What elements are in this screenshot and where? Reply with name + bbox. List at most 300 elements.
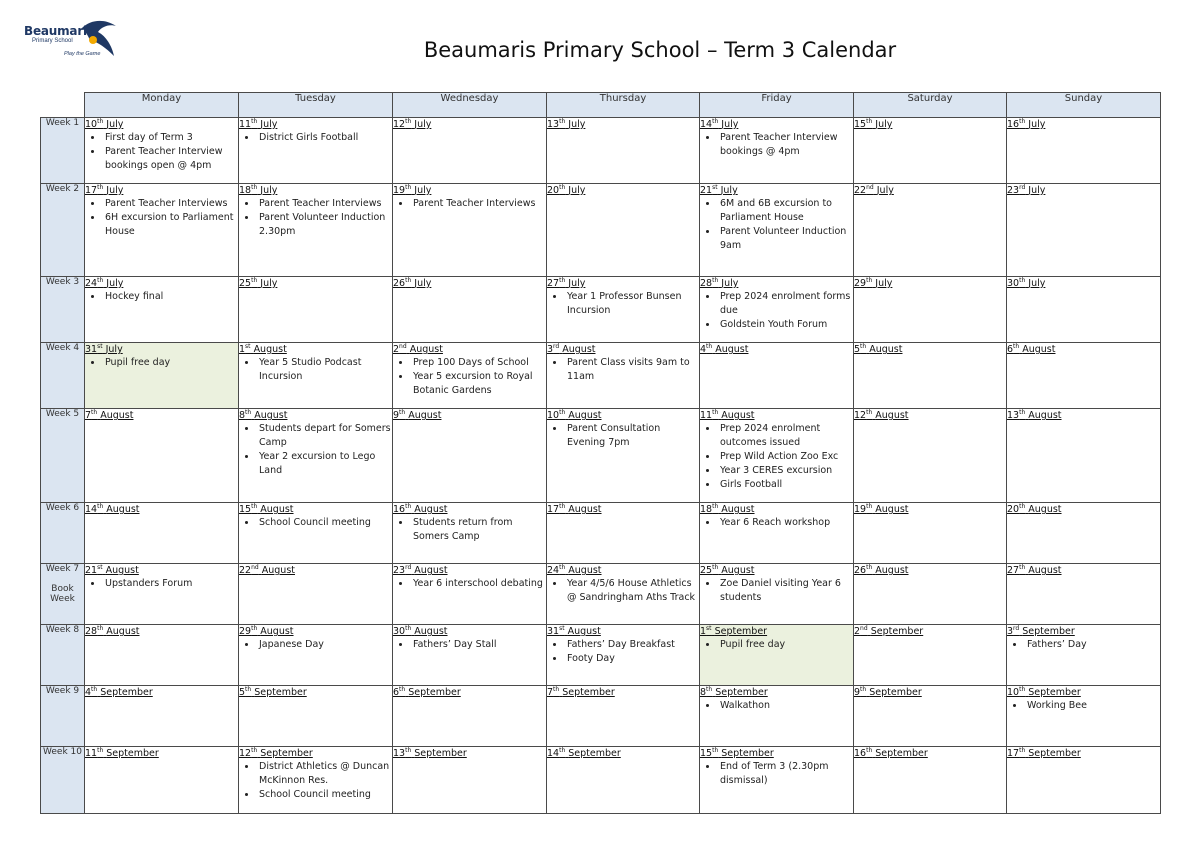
event-item: • Year 6 Reach workshop [718,516,853,530]
week-label-text: Week 1 [45,118,80,128]
date-month: September [1028,687,1081,699]
date-month: July [568,119,586,131]
date-label [393,343,546,355]
date-label [85,118,238,130]
date-label [85,625,238,637]
date-label [700,564,853,576]
date-label [700,686,853,698]
date-month: September [1022,626,1075,638]
date-number: 3 [1007,626,1014,638]
day-cell [854,118,1007,184]
date-number: 22 [239,565,252,577]
date-label [393,277,546,289]
date-suffix: rd [1019,184,1026,191]
date-number: 8 [700,687,707,699]
date-number: 28 [700,278,713,290]
date-number: 15 [239,504,252,516]
date-label [1007,277,1160,289]
date-number: 7 [85,410,92,422]
date-number: 22 [854,185,867,197]
day-cell [547,184,700,277]
date-number: 9 [854,687,861,699]
date-label [700,184,853,196]
week-label [41,686,85,747]
event-list [700,422,853,492]
day-cell [239,564,393,625]
event-item: • Zoe Daniel visiting Year 6 students [718,577,853,605]
day-cell [393,184,547,277]
date-suffix: nd [866,184,874,191]
date-number: 18 [239,185,252,197]
date-month: September [875,748,928,760]
event-list [1007,699,1160,713]
date-suffix: th [712,564,719,571]
day-cell [85,747,239,814]
date-label [85,277,238,289]
date-label [854,686,1006,698]
event-item: • End of Term 3 (2.30pm dismissal) [718,760,853,788]
date-number: 26 [854,565,867,577]
event-list [239,760,392,802]
event-item: • Parent Volunteer Induction 9am [718,225,853,253]
event-item: • Parent Volunteer Induction 2.30pm [257,211,392,239]
event-list [239,197,392,239]
date-month: July [721,278,739,290]
date-number: 2 [393,344,400,356]
date-label [1007,686,1160,698]
event-item: • Year 6 interschool debating [411,577,546,591]
date-number: 3 [547,344,554,356]
date-month: August [562,344,596,356]
day-cell [854,277,1007,343]
day-cell [1007,625,1161,686]
date-label [854,184,1006,196]
event-item: • Parent Consultation Evening 7pm [565,422,699,450]
date-number: 15 [854,119,867,131]
day-cell [393,564,547,625]
date-suffix: th [712,409,719,416]
day-cell [700,277,854,343]
date-number: 7 [547,687,554,699]
event-item: • Year 1 Professor Bunsen Incursion [565,290,699,318]
day-cell [547,343,700,409]
date-number: 17 [547,504,560,516]
date-suffix: th [97,277,104,284]
date-month: August [260,626,294,638]
date-label [700,118,853,130]
date-suffix: th [1019,409,1026,416]
date-suffix: th [251,625,258,632]
date-label [700,409,853,421]
day-cell [700,118,854,184]
day-cell [547,118,700,184]
date-suffix: nd [399,343,407,350]
date-month: September [714,626,768,638]
day-cell [1007,686,1161,747]
event-item: • District Athletics @ Duncan McKinnon Res. [257,760,392,788]
date-label [239,409,392,421]
date-suffix: st [712,184,718,191]
date-number: 17 [1007,748,1020,760]
event-list [239,131,392,145]
day-cell [1007,343,1161,409]
week-label-text: Week 6 [45,503,80,513]
date-month: August [1028,504,1062,516]
event-item: • Fathers’ Day Breakfast [565,638,699,652]
date-number: 28 [85,626,98,638]
date-number: 9 [393,410,400,422]
date-label [547,747,699,759]
date-suffix: th [251,118,258,125]
date-label [700,503,853,515]
date-number: 23 [393,565,406,577]
event-list [547,356,699,384]
date-label [854,277,1006,289]
date-number: 25 [700,565,713,577]
date-label [393,184,546,196]
date-number: 21 [700,185,713,197]
event-list [700,131,853,159]
day-cell [85,503,239,564]
date-month: September [568,748,621,760]
date-label [1007,747,1160,759]
date-label [239,343,392,355]
date-suffix: th [97,184,104,191]
date-month: July [414,278,432,290]
day-cell [547,277,700,343]
date-suffix: th [866,747,873,754]
date-suffix: th [97,625,104,632]
event-item: • Year 4/5/6 House Athletics @ Sandringham Aths Track [565,577,699,605]
date-suffix: th [91,409,98,416]
day-cell [393,625,547,686]
date-number: 14 [700,119,713,131]
event-item: • 6M and 6B excursion to Parliament House [718,197,853,225]
date-month: July [568,278,586,290]
day-cell [85,277,239,343]
day-cell [547,564,700,625]
week-label-text: Week 5 [45,409,80,419]
date-suffix: st [97,564,103,571]
date-month: July [875,278,893,290]
date-suffix: th [91,686,98,693]
event-list [239,516,392,530]
date-label [1007,625,1160,637]
date-label [85,503,238,515]
date-label [393,686,546,698]
date-suffix: th [866,409,873,416]
date-label [700,343,853,355]
date-suffix: th [706,686,713,693]
week-label-text: Week 9 [45,686,80,696]
date-month: August [260,504,294,516]
date-label [547,503,699,515]
day-cell [239,747,393,814]
date-number: 27 [1007,565,1020,577]
term-calendar [40,92,1161,814]
date-number: 1 [239,344,246,356]
date-suffix: th [251,747,258,754]
date-suffix: th [559,503,566,510]
week-row [41,747,1161,814]
event-list [393,638,546,652]
date-suffix: th [712,747,719,754]
event-item: • School Council meeting [257,516,392,530]
date-suffix: th [559,277,566,284]
event-item: • Fathers’ Day [1025,638,1160,652]
date-suffix: th [866,503,873,510]
date-month: July [106,185,124,197]
date-month: August [105,565,139,577]
date-label [393,747,546,759]
day-cell [1007,118,1161,184]
day-cell [239,409,393,503]
date-label [1007,503,1160,515]
date-number: 13 [393,748,406,760]
date-suffix: th [405,184,412,191]
event-list [85,290,238,304]
event-list [393,577,546,591]
day-cell [393,343,547,409]
date-suffix: th [559,118,566,125]
date-month: September [254,687,307,699]
date-number: 5 [854,344,861,356]
logo-tagline: Play the Game [64,51,101,57]
day-cell [85,343,239,409]
event-item: • Japanese Day [257,638,392,652]
date-label [547,409,699,421]
week-label [41,184,85,277]
day-cell [239,277,393,343]
event-list [85,356,238,370]
date-month: August [875,504,909,516]
date-month: August [106,626,140,638]
event-list [85,577,238,591]
event-list [547,638,699,666]
date-suffix: nd [860,625,868,632]
date-month: August [1028,410,1062,422]
event-list [547,422,699,450]
date-label [239,686,392,698]
date-suffix: th [866,277,873,284]
date-number: 20 [1007,504,1020,516]
day-cell [393,409,547,503]
date-number: 31 [547,626,560,638]
day-cell [1007,747,1161,814]
date-number: 11 [700,410,713,422]
week-sublabel: Book Week [50,584,75,604]
event-item: • Hockey final [103,290,238,304]
date-month: August [875,565,909,577]
week-row [41,409,1161,503]
date-label [1007,343,1160,355]
day-cell [547,686,700,747]
date-month: September [106,748,159,760]
date-suffix: th [712,277,719,284]
event-list [239,638,392,652]
date-number: 30 [393,626,406,638]
date-month: July [721,119,739,131]
day-cell [393,686,547,747]
event-item: • Prep Wild Action Zoo Exc [718,450,853,464]
day-header-monday: Monday [85,93,239,118]
date-suffix: th [245,409,252,416]
date-label [1007,184,1160,196]
date-suffix: th [97,118,104,125]
day-cell [547,409,700,503]
week-label-text: Week 4 [45,343,80,353]
date-suffix: rd [1013,625,1020,632]
page-title: Beaumaris Primary School – Term 3 Calendar [423,38,897,62]
week-row [41,277,1161,343]
date-label [547,118,699,130]
date-number: 23 [1007,185,1020,197]
day-cell [239,184,393,277]
week-label [41,118,85,184]
date-label [854,564,1006,576]
date-month: August [106,504,140,516]
date-suffix: st [97,343,103,350]
event-item: • School Council meeting [257,788,392,802]
date-label [1007,564,1160,576]
day-cell [700,503,854,564]
date-label [393,409,546,421]
date-month: July [105,344,123,356]
date-suffix: st [245,343,251,350]
event-item: • Year 3 CERES excursion [718,464,853,478]
date-label [547,184,699,196]
date-suffix: th [251,503,258,510]
date-number: 20 [547,185,560,197]
week-label [41,747,85,814]
event-item: • Footy Day [565,652,699,666]
date-month: August [253,344,287,356]
date-number: 15 [700,748,713,760]
date-month: July [1028,185,1046,197]
date-suffix: nd [251,564,259,571]
week-label [41,409,85,503]
day-cell [700,409,854,503]
date-label [239,184,392,196]
date-suffix: st [706,625,712,632]
date-suffix: th [1019,503,1026,510]
day-cell [239,686,393,747]
day-header-row [41,93,1161,118]
date-number: 19 [854,504,867,516]
day-cell [239,503,393,564]
date-label [700,277,853,289]
date-suffix: th [559,747,566,754]
date-month: September [260,748,313,760]
day-cell [85,118,239,184]
date-number: 16 [854,748,867,760]
date-label [700,747,853,759]
event-list [393,197,546,211]
date-suffix: th [866,564,873,571]
date-label [1007,409,1160,421]
week-label-text: Week 8 [45,625,80,635]
day-cell [239,343,393,409]
date-suffix: rd [405,564,412,571]
date-number: 24 [85,278,98,290]
date-suffix: th [97,503,104,510]
date-suffix: th [1019,747,1026,754]
date-month: August [100,410,134,422]
date-suffix: th [97,747,104,754]
date-label [547,686,699,698]
event-list [239,422,392,478]
date-suffix: th [559,409,566,416]
date-number: 5 [239,687,246,699]
day-cell [700,184,854,277]
date-number: 19 [393,185,406,197]
event-item: • Parent Teacher Interviews [257,197,392,211]
event-item: • Year 5 excursion to Royal Botanic Gardens [411,370,546,398]
day-cell [1007,409,1161,503]
event-list [700,516,853,530]
date-label [85,747,238,759]
day-cell [854,409,1007,503]
date-month: September [1028,748,1081,760]
week-row [41,343,1161,409]
logo-subtitle: Primary School [32,38,73,44]
date-suffix: th [559,564,566,571]
day-cell [547,625,700,686]
week-label-text: Week 2 [45,184,80,194]
date-label [547,625,699,637]
date-number: 12 [393,119,406,131]
date-number: 10 [547,410,560,422]
day-cell [85,184,239,277]
date-label [854,747,1006,759]
event-item: • Students depart for Somers Camp [257,422,392,450]
day-cell [239,625,393,686]
date-number: 8 [239,410,246,422]
date-suffix: th [405,625,412,632]
event-item: • Year 5 Studio Podcast Incursion [257,356,392,384]
date-month: August [721,565,755,577]
date-month: August [408,410,442,422]
date-month: July [260,278,278,290]
event-list [547,290,699,318]
day-header-sunday: Sunday [1007,93,1161,118]
date-number: 30 [1007,278,1020,290]
date-number: 1 [700,626,707,638]
event-item: • Parent Class visits 9am to 11am [565,356,699,384]
date-month: July [568,185,586,197]
date-number: 16 [1007,119,1020,131]
date-number: 6 [1007,344,1014,356]
date-number: 14 [85,504,98,516]
date-label [239,118,392,130]
date-label [854,503,1006,515]
corner-cell [41,93,85,118]
day-cell [700,625,854,686]
date-number: 26 [393,278,406,290]
date-suffix: th [1019,118,1026,125]
date-month: July [876,185,894,197]
day-header-friday: Friday [700,93,854,118]
date-number: 11 [85,748,98,760]
date-month: August [567,626,601,638]
event-item: • District Girls Football [257,131,392,145]
date-label [239,747,392,759]
date-suffix: th [553,686,560,693]
date-label [393,625,546,637]
day-cell [547,503,700,564]
event-item: • Fathers’ Day Stall [411,638,546,652]
date-suffix: st [559,625,565,632]
